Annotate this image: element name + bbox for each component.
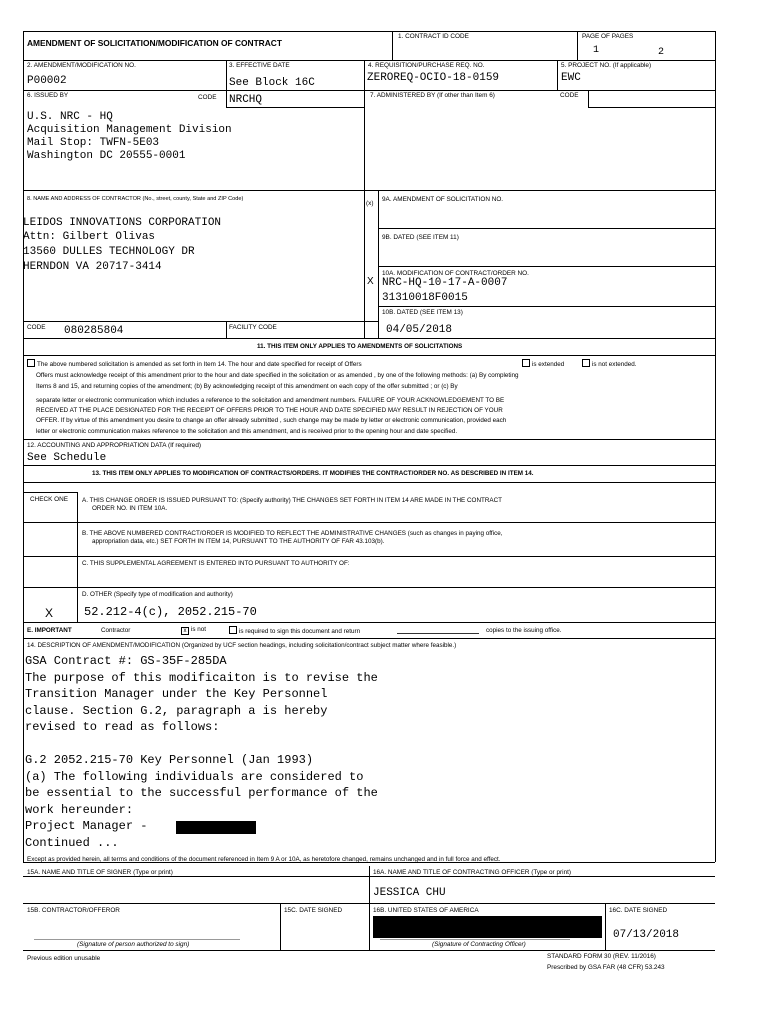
item-13-title: 13. THIS ITEM ONLY APPLIES TO MODIFICATION OF CONTRACTS/ORDERS. IT MODIFIES THE CONTRACT/ORDER NO. AS DESCRIBED IN ITEM 14. [92,470,534,477]
is-not-extended-option: is not extended. [582,359,636,369]
effective-date-value: See Block 16C [229,77,315,89]
is-extended-option: is extended [522,359,564,369]
option-d-line: D. OTHER (Specify type of modification and authority) [82,591,233,598]
modification-no-value-1: NRC-HQ-10-17-A-0007 [382,277,508,289]
project-no-label: 5. PROJECT NO. (If applicable) [561,62,652,69]
is-not-extended-checkbox[interactable] [582,359,590,367]
option-d-authority: 52.212-4(c), 2052.215-70 [84,605,257,619]
date-signed-15c-label: 15C. DATE SIGNED [284,907,343,914]
administered-by-label: 7. ADMINISTERED BY (If other than Item 6) [370,92,495,99]
option-b-line2: appropriation data, etc.) SET FORTH IN ITEM 14, PURSUANT TO THE AUTHORITY OF FAR 43.103(b). [92,538,385,545]
date-signed-16c-label: 16C. DATE SIGNED [609,907,668,914]
page-number: 1 [593,45,600,56]
dated-10b-label: 10B. DATED (SEE ITEM 13) [382,309,463,316]
dated-9b-label: 9B. DATED (SEE ITEM 11) [382,234,459,241]
dated-10b-value: 04/05/2018 [386,324,453,336]
modification-no-label: 10A. MODIFICATION OF CONTRACT/ORDER NO. [382,270,529,277]
amend-checkbox[interactable] [27,359,35,367]
total-pages: 2 [658,47,665,58]
amend-no-value: P00002 [27,75,67,87]
admin-code-label: CODE [560,92,579,99]
amendment-solicitation-label: 9A. AMENDMENT OF SOLICITATION NO. [382,196,504,203]
except-provided-text: Except as provided herein, all terms and conditions of the document referenced in Item 9 A or 10A, as heretofore changed, remains unchanged and in full force and effect. [27,856,501,863]
check-one-label: CHECK ONE [30,496,68,503]
previous-edition-note: Previous edition unusable [27,955,101,962]
redacted-name-block [176,821,256,834]
is-not-checkbox[interactable]: x [181,627,189,635]
prescribed-by: Prescribed by GSA FAR (48 CFR) 53.243 [547,964,665,971]
issued-code-label: CODE [198,94,217,101]
option-c-line: C. THIS SUPPLEMENTAL AGREEMENT IS ENTERED INTO PURSUANT TO AUTHORITY OF: [82,560,350,567]
is-not-option: x is not [181,626,206,635]
option-d-check-mark: X [45,606,54,620]
facility-code-label: FACILITY CODE [229,324,277,331]
issued-by-label: 6. ISSUED BY [27,92,69,99]
contracting-officer-label: 16A. NAME AND TITLE OF CONTRACTING OFFICER (Type or print) [373,869,572,876]
is-required-checkbox[interactable] [229,626,237,634]
option-a-line1: A. THIS CHANGE ORDER IS ISSUED PURSUANT TO: (Specify authority) THE CHANGES SET FORTH IN ITEM 14 ARE MADE IN THE CONTRACT [82,497,502,504]
accounting-label: 12. ACCOUNTING AND APPROPRIATION DATA (If required) [27,442,202,449]
contractor-offeror-label: 15B. CONTRACTOR/OFFEROR [27,907,120,914]
requisition-value: ZEROREQ-OCIO-18-0159 [367,72,500,84]
date-signed-16c-value: 07/13/2018 [613,929,680,941]
contractor-signature-caption: (Signature of person authorized to sign) [77,941,190,948]
item-11-line1: The above numbered solicitation is amended as set forth in Item 14. The hour and date specified for receipt of Offers [27,359,362,369]
signer-name-label: 15A. NAME AND TITLE OF SIGNER (Type or print) [27,869,173,876]
accounting-value: See Schedule [27,452,107,464]
page-label: PAGE OF PAGES [582,33,634,40]
important-label: E. IMPORTANT [27,627,72,634]
requisition-label: 4. REQUISITION/PURCHASE REQ. NO. [368,62,485,69]
amend-no-label: 2. AMENDMENT/MODIFICATION NO. [27,62,136,69]
form-title: AMENDMENT OF SOLICITATION/MODIFICATION OF CONTRACT [27,38,282,48]
copies-text: copies to the issuing office. [486,627,562,634]
contractor-code-label: CODE [27,324,46,331]
modification-check-mark: X [367,276,374,287]
contracting-officer-name: JESSICA CHU [373,887,446,899]
redacted-signature-block [373,916,602,938]
is-extended-checkbox[interactable] [522,359,530,367]
form-number: STANDARD FORM 30 (REV. 11/2016) [547,953,656,960]
item-14-label: 14. DESCRIPTION OF AMENDMENT/MODIFICATION (Organized by UCF section headings, including solicitation/contract subject matter where feasible.) [27,642,457,649]
contractor-code-value: 080285804 [64,325,124,337]
effective-date-label: 3. EFFECTIVE DATE [229,62,290,69]
important-contractor: Contractor [101,627,131,634]
contract-id-code-label: 1. CONTRACT ID CODE [398,33,469,40]
item-11-title: 11. THIS ITEM ONLY APPLIES TO AMENDMENTS OF SOLICITATIONS [257,343,463,350]
modification-no-value-2: 31310018F0015 [382,292,468,304]
officer-signature-caption: (Signature of Contracting Officer) [432,941,526,948]
contractor-label: 8. NAME AND ADDRESS OF CONTRACTOR (No., street, county, State and ZIP Code) [27,196,244,202]
is-required-option: is required to sign this document and return [229,626,360,636]
option-a-line2: ORDER NO. IN ITEM 10A. [92,505,168,512]
issued-code-value: NRCHQ [229,94,263,106]
x-column-label: (x) [366,200,374,207]
project-no-value: EWC [561,72,581,84]
united-states-label: 16B. UNITED STATES OF AMERICA [373,907,479,914]
option-b-line1: B. THE ABOVE NUMBERED CONTRACT/ORDER IS MODIFIED TO REFLECT THE ADMINISTRATIVE CHANGES (such as changes in paying office, [82,530,503,537]
